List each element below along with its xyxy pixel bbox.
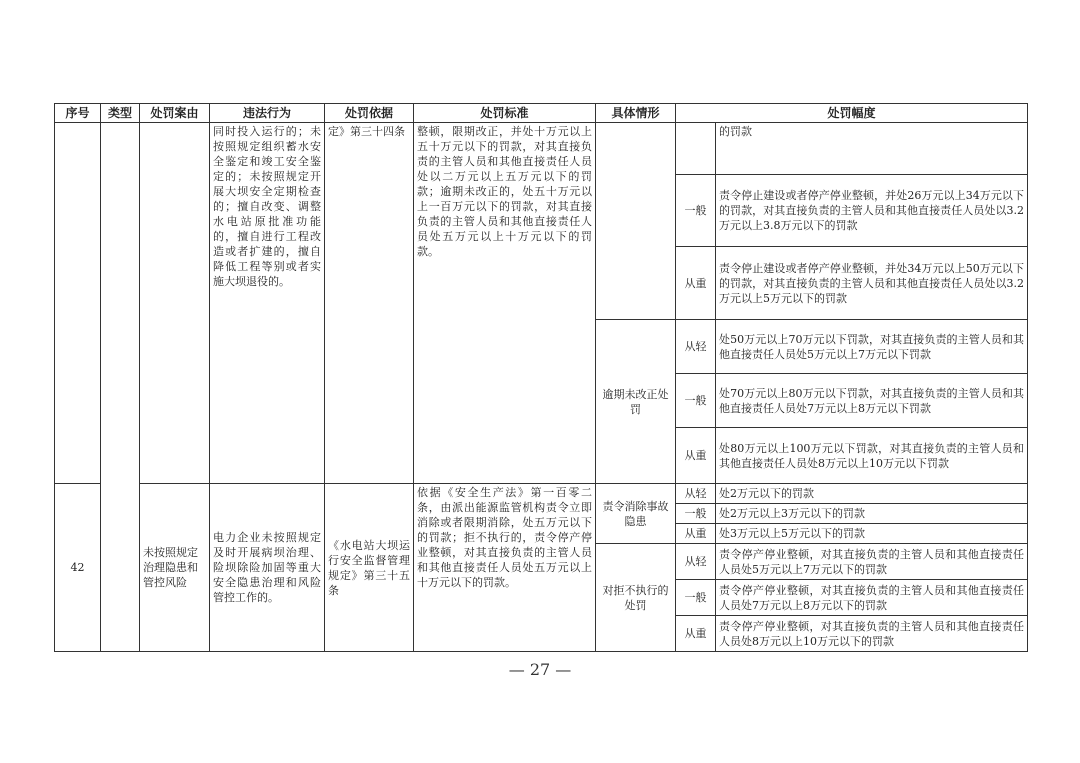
cell-basis: 《水电站大坝运行安全监督管理规定》第三十五条 [325, 484, 414, 652]
level-cell: 从重 [676, 428, 716, 484]
range-cell: 责令停产停业整顿，对其直接负责的主管人员和其他直接责任人员处7万元以上8万元以下的罚款 [716, 580, 1028, 616]
level-cell: 从重 [676, 524, 716, 544]
cell-no-cont [55, 123, 101, 484]
range-cell: 处2万元以下的罚款 [716, 484, 1028, 504]
cell-cause-cont [140, 123, 210, 484]
range-cell: 处2万元以上3万元以下的罚款 [716, 504, 1028, 524]
cell-behavior-cont: 同时投入运行的；未按照规定组织蓄水安全鉴定和竣工安全鉴定的；未按照规定开展大坝安全定期检查的；擅自改变、调整水电站原批准功能的，擅自进行工程改造或者扩建的，擅自降低工程等别或者实施大坝退役的。 [210, 123, 325, 484]
header-cause: 处罚案由 [140, 104, 210, 123]
header-type: 类型 [101, 104, 140, 123]
cell-no: 42 [55, 484, 101, 652]
cell-basis-cont: 定》第三十四条 [325, 123, 414, 484]
cell-behavior: 电力企业未按照规定及时开展病坝治理、险坝除险加固等重大安全隐患治理和风险管控工作的。 [210, 484, 325, 652]
range-cell: 处50万元以上70万元以下罚款，对其直接负责的主管人员和其他直接责任人员处5万元以上7万元以下罚款 [716, 320, 1028, 374]
header-situation: 具体情形 [596, 104, 676, 123]
level-cell: 从轻 [676, 320, 716, 374]
range-cell: 责令停止建设或者停产停业整顿，并处26万元以上34万元以下的罚款，对其直接负责的主管人员和其他直接责任人员处以3.2万元以上3.8万元以下的罚款 [716, 175, 1028, 247]
range-cell: 处3万元以上5万元以下的罚款 [716, 524, 1028, 544]
table-row [55, 123, 1028, 175]
level-cell: 从重 [676, 247, 716, 320]
penalty-table [54, 103, 1028, 652]
header-row [55, 104, 1028, 123]
cell-situation-eliminate: 责令消除事故隐患 [596, 484, 676, 544]
level-cell: 从重 [676, 616, 716, 652]
range-cell: 责令停产停业整顿，对其直接负责的主管人员和其他直接责任人员处8万元以上10万元以下的罚款 [716, 616, 1028, 652]
range-cell: 责令停止建设或者停产停业整顿，并处34万元以上50万元以下的罚款，对其直接负责的主管人员和其他直接责任人员处以3.2万元以上5万元以下的罚款 [716, 247, 1028, 320]
header-range: 处罚幅度 [676, 104, 1028, 123]
range-cell: 责令停产停业整顿，对其直接负责的主管人员和其他直接责任人员处5万元以上7万元以下的罚款 [716, 544, 1028, 580]
cell-type [101, 123, 140, 652]
level-cell: 从轻 [676, 484, 716, 504]
header-behavior: 违法行为 [210, 104, 325, 123]
cell-situation-overdue: 逾期未改正处罚 [596, 320, 676, 484]
header-basis: 处罚依据 [325, 104, 414, 123]
level-cell: 一般 [676, 504, 716, 524]
table-row [55, 484, 1028, 504]
cell-cause: 未按照规定治理隐患和管控风险 [140, 484, 210, 652]
range-cell: 处70万元以上80万元以下罚款，对其直接负责的主管人员和其他直接责任人员处7万元以上8万元以下罚款 [716, 374, 1028, 428]
cell-standard-cont: 整顿，限期改正，并处十万元以上五十万元以下的罚款，对其直接负责的主管人员和其他直接责任人员处以二万元以上五万元以下的罚款；逾期未改正的，处五十万元以上一百万元以下的罚款，对其直接负责的主管人员和其他直接责任人员处五万元以上十万元以下的罚款。 [414, 123, 596, 484]
level-cell: 从轻 [676, 544, 716, 580]
level-cell [676, 123, 716, 175]
page-number: — 27 — [508, 660, 572, 679]
cell-situation-refuse: 对拒不执行的处罚 [596, 544, 676, 652]
cell-situation-cont [596, 123, 676, 320]
range-cell: 的罚款 [716, 123, 1028, 175]
level-cell: 一般 [676, 580, 716, 616]
range-cell: 处80万元以上100万元以下罚款，对其直接负责的主管人员和其他直接责任人员处8万元以上10万元以下罚款 [716, 428, 1028, 484]
cell-standard: 依据《安全生产法》第一百零二条，由派出能源监管机构责令立即消除或者限期消除，处五万元以下的罚款；拒不执行的，责令停产停业整顿，对其直接负责的主管人员和其他直接责任人员处五万元以上十万元以下的罚款。 [414, 484, 596, 652]
level-cell: 一般 [676, 175, 716, 247]
header-no: 序号 [55, 104, 101, 123]
header-standard: 处罚标准 [414, 104, 596, 123]
level-cell: 一般 [676, 374, 716, 428]
